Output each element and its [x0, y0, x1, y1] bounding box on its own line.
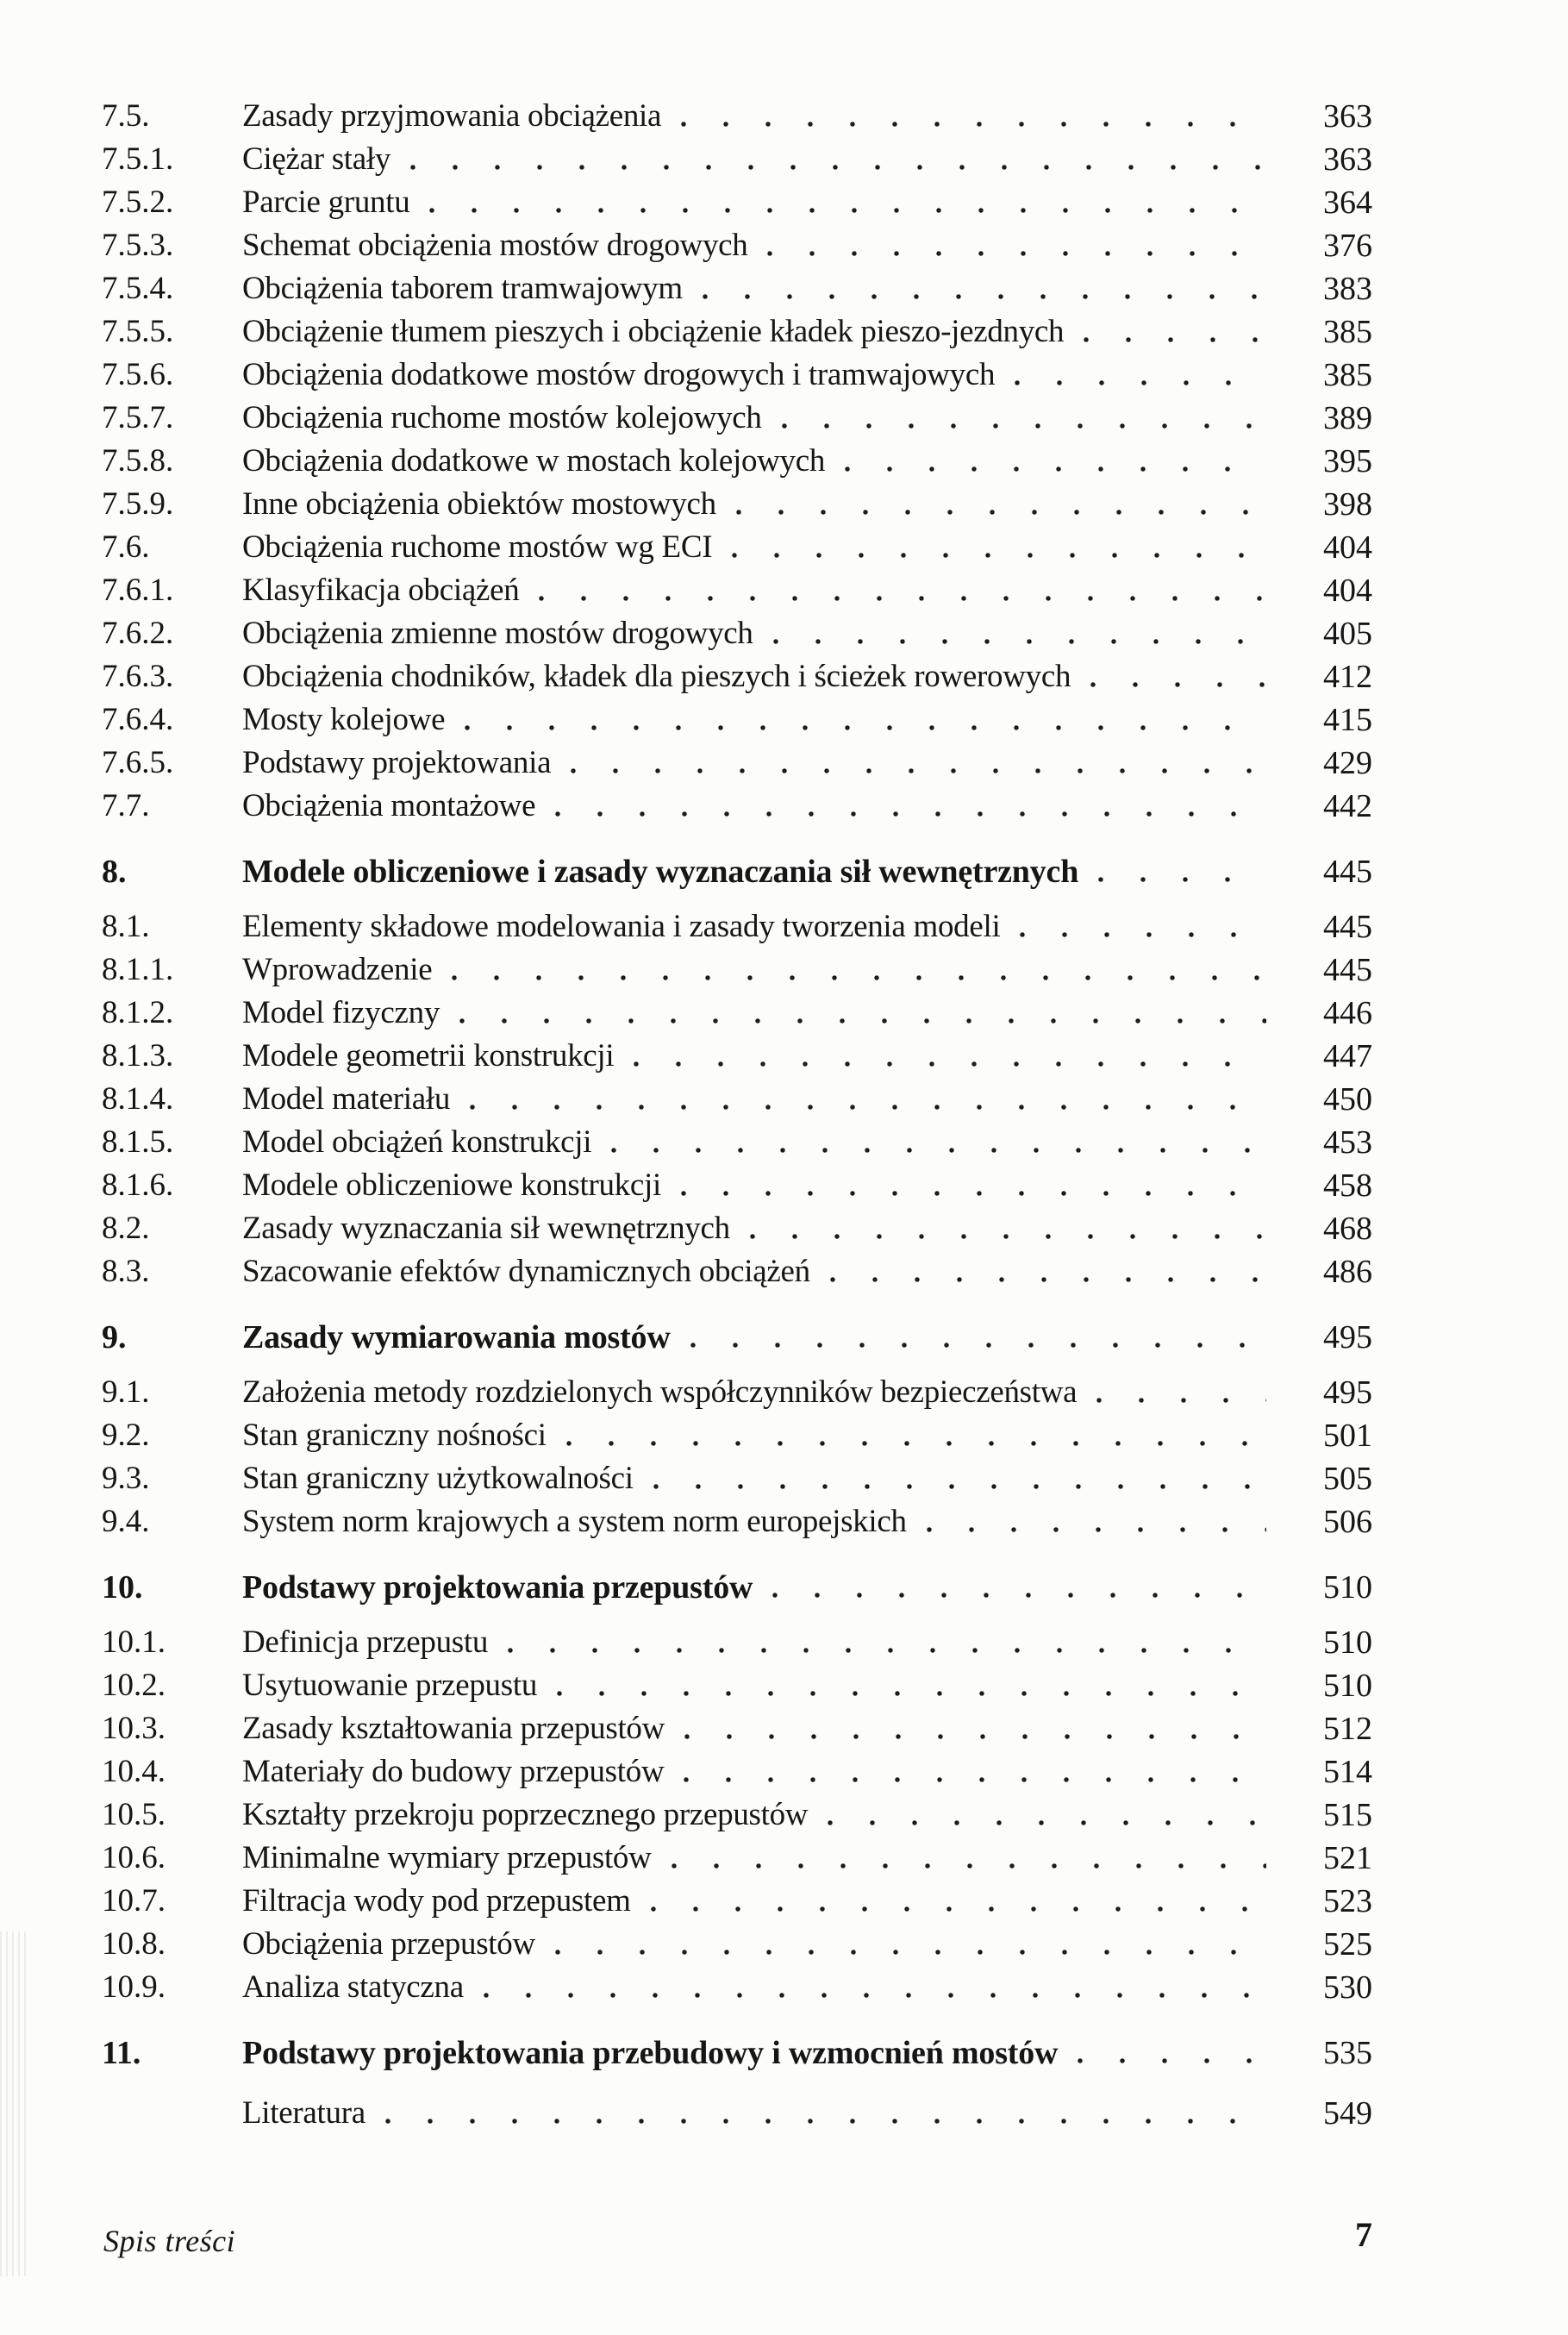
dot-leader: [683, 1750, 1266, 1794]
row-number: 7.5.7.: [102, 400, 174, 435]
row-number: 7.5.3.: [102, 228, 174, 263]
toc-row: [102, 1500, 1372, 1543]
row-page: 429: [1323, 745, 1372, 781]
toc-row: [102, 1371, 1372, 1414]
dot-leader: [554, 1923, 1266, 1966]
row-number: 7.6.2.: [102, 616, 174, 651]
dot-leader: [1096, 1371, 1266, 1414]
row-number: 8.1.2.: [102, 995, 174, 1030]
row-page: 404: [1323, 529, 1372, 566]
toc-row: [102, 95, 1372, 138]
row-page: 415: [1323, 702, 1372, 738]
row-page: 458: [1323, 1168, 1372, 1204]
toc-row: [102, 785, 1372, 828]
row-number: 10.5.: [102, 1797, 166, 1832]
dot-leader: [409, 138, 1266, 181]
toc-row: [102, 655, 1372, 698]
row-number: 7.6.: [102, 529, 150, 565]
row-title: Obciążenia chodników, kładek dla pieszych i ścieżek rowerowych: [242, 659, 1071, 694]
row-page: 405: [1323, 616, 1372, 652]
toc-row: [102, 1664, 1372, 1707]
row-title: Model materiału: [242, 1081, 451, 1117]
row-number: 9.: [102, 1319, 127, 1355]
toc-row: [102, 1707, 1372, 1750]
row-title: Wprowadzenie: [242, 952, 433, 987]
row-number: 9.3.: [102, 1461, 150, 1496]
toc-row: [102, 1566, 1372, 1609]
row-number: [102, 2092, 242, 2135]
row-title: Usytuowanie przepustu: [242, 1668, 538, 1703]
dot-leader: [565, 1414, 1266, 1457]
row-number: 11.: [102, 2035, 141, 2071]
toc-row: [102, 1164, 1372, 1207]
row-number: 10.7.: [102, 1883, 166, 1919]
dot-leader: [633, 1035, 1266, 1078]
row-page: 363: [1323, 141, 1372, 178]
row-page: 530: [1323, 1969, 1372, 2006]
row-page: 450: [1323, 1081, 1372, 1117]
row-title: Klasyfikacja obciążeń: [242, 573, 520, 608]
row-title: Elementy składowe modelowania i zasady tworzenia modeli: [242, 909, 1001, 944]
row-page: 510: [1323, 1668, 1372, 1704]
row-title: Zasady przyjmowania obciążenia: [242, 98, 662, 134]
row-page: 445: [1323, 952, 1372, 988]
row-page: 385: [1323, 357, 1372, 393]
row-title: Szacowanie efektów dynamicznych obciążeń: [242, 1254, 810, 1289]
row-page: 412: [1323, 659, 1372, 695]
row-page: 510: [1323, 1624, 1372, 1661]
toc-row: [102, 483, 1372, 526]
dot-leader: [844, 440, 1266, 483]
dot-leader: [650, 1880, 1266, 1923]
row-page: 385: [1323, 314, 1372, 350]
row-title: Zasady wyznaczania sił wewnętrznych: [242, 1211, 730, 1246]
toc-row: [102, 1035, 1372, 1078]
row-page: 445: [1323, 854, 1372, 890]
dot-leader: [538, 569, 1266, 612]
dot-leader: [1019, 905, 1266, 948]
row-number: 8.1.3.: [102, 1038, 174, 1074]
row-number: 7.6.1.: [102, 573, 174, 608]
row-number: 7.7.: [102, 788, 150, 823]
toc-row: [102, 569, 1372, 612]
dot-leader: [680, 1164, 1266, 1207]
row-number: 8.2.: [102, 1211, 150, 1246]
toc-row: [102, 1457, 1372, 1500]
dot-leader: [554, 785, 1266, 828]
dot-leader: [507, 1621, 1266, 1664]
toc-row: [102, 267, 1372, 310]
dot-leader: [671, 1837, 1266, 1880]
toc-row: [102, 354, 1372, 397]
row-title: Obciążenia zmienne mostów drogowych: [242, 616, 753, 651]
toc-row: [102, 397, 1372, 440]
dot-leader: [702, 267, 1266, 310]
toc-row: [102, 1837, 1372, 1880]
toc-row: [102, 1621, 1372, 1664]
row-number: 10.9.: [102, 1969, 166, 2005]
toc-row: [102, 698, 1372, 742]
row-number: 8.1.5.: [102, 1124, 174, 1160]
row-title: Obciążenia ruchome mostów wg ECI: [242, 529, 713, 565]
row-page: 523: [1323, 1883, 1372, 1919]
row-page: 404: [1323, 573, 1372, 609]
row-page: 447: [1323, 1038, 1372, 1074]
row-number: 10.2.: [102, 1668, 166, 1703]
toc-row: [102, 1414, 1372, 1457]
row-number: 8.1.: [102, 909, 150, 944]
row-title: Obciążenia dodatkowe mostów drogowych i tramwajowych: [242, 357, 996, 392]
row-number: 7.5.2.: [102, 185, 174, 220]
row-number: 7.5.4.: [102, 271, 174, 306]
row-title: Model obciążeń konstrukcji: [242, 1124, 592, 1160]
toc-row: [102, 181, 1372, 224]
row-number: 10.: [102, 1569, 143, 1606]
toc-row: [102, 1121, 1372, 1164]
dot-leader: [680, 95, 1266, 138]
row-title: Inne obciążenia obiektów mostowych: [242, 486, 716, 522]
row-page: 495: [1323, 1374, 1372, 1411]
row-title: Obciążenia dodatkowe w mostach kolejowych: [242, 443, 826, 479]
dot-leader: [749, 1207, 1266, 1250]
row-title: Obciążenia taborem tramwajowym: [242, 271, 683, 306]
toc-row: [102, 905, 1372, 948]
row-number: 7.5.8.: [102, 443, 174, 479]
dot-leader: [766, 224, 1266, 267]
row-title: Założenia metody rozdzielonych współczynników bezpieczeństwa: [242, 1374, 1078, 1410]
row-number: 8.1.4.: [102, 1081, 174, 1117]
row-number: 8.: [102, 854, 127, 890]
toc-row: [102, 1750, 1372, 1794]
row-title: Modele obliczeniowe konstrukcji: [242, 1168, 661, 1203]
row-title: Definicja przepustu: [242, 1624, 489, 1660]
row-number: 7.5.5.: [102, 314, 174, 349]
toc-row: [102, 2092, 1372, 2135]
row-page: 501: [1323, 1418, 1372, 1454]
toc-row: [102, 2031, 1372, 2075]
row-number: 10.3.: [102, 1711, 166, 1746]
row-title: Obciążenie tłumem pieszych i obciążenie kładek pieszo-jezdnych: [242, 314, 1065, 349]
row-title: Modele obliczeniowe i zasady wyznaczania sił wewnętrznych: [242, 854, 1079, 890]
row-number: 10.1.: [102, 1624, 166, 1660]
row-number: 8.1.6.: [102, 1168, 174, 1203]
row-page: 549: [1323, 2095, 1372, 2132]
row-page: 376: [1323, 228, 1372, 264]
dot-leader: [1090, 655, 1266, 698]
row-number: 8.1.1.: [102, 952, 174, 987]
row-page: 525: [1323, 1926, 1372, 1963]
row-page: 495: [1323, 1319, 1372, 1355]
row-title: System norm krajowych a system norm europejskich: [242, 1504, 907, 1539]
row-page: 535: [1323, 2035, 1372, 2071]
dot-leader: [459, 992, 1266, 1035]
row-number: 7.6.5.: [102, 745, 174, 780]
toc-row: [102, 1078, 1372, 1121]
row-title: Minimalne wymiary przepustów: [242, 1840, 652, 1875]
dot-leader: [827, 1794, 1266, 1837]
row-title: Schemat obciążenia mostów drogowych: [242, 228, 748, 263]
row-page: 364: [1323, 185, 1372, 221]
toc-row: [102, 992, 1372, 1035]
toc-row: [102, 1250, 1372, 1293]
dot-leader: [1077, 2031, 1266, 2075]
row-title: Zasady wymiarowania mostów: [242, 1319, 671, 1355]
toc-row: [102, 440, 1372, 483]
row-page: 446: [1323, 995, 1372, 1031]
row-number: 7.6.3.: [102, 659, 174, 694]
row-page: 442: [1323, 788, 1372, 824]
row-page: 514: [1323, 1754, 1372, 1790]
toc-row: [102, 1966, 1372, 2009]
scan-artifact-streaks: [0, 1931, 26, 2276]
dot-leader: [684, 1707, 1266, 1750]
row-page: 515: [1323, 1797, 1372, 1833]
row-title: Model fizyczny: [242, 995, 440, 1030]
dot-leader: [384, 2092, 1266, 2135]
row-number: 7.5.: [102, 98, 150, 134]
dot-leader: [926, 1500, 1266, 1543]
dot-leader: [690, 1316, 1266, 1359]
toc-row: [102, 850, 1372, 893]
row-page: 506: [1323, 1504, 1372, 1540]
dot-leader: [1097, 850, 1266, 893]
toc-row: [102, 1880, 1372, 1923]
row-title: Parcie gruntu: [242, 185, 410, 220]
dot-leader: [469, 1078, 1266, 1121]
row-page: 445: [1323, 909, 1372, 945]
row-number: 7.6.4.: [102, 702, 174, 737]
row-page: 383: [1323, 271, 1372, 307]
row-title: Mosty kolejowe: [242, 702, 446, 737]
row-page: 521: [1323, 1840, 1372, 1876]
toc-list: [102, 95, 1372, 2135]
row-number: 10.4.: [102, 1754, 166, 1789]
toc-row: [102, 1923, 1372, 1966]
dot-leader: [772, 612, 1266, 655]
row-title: Podstawy projektowania przepustów: [242, 1569, 753, 1606]
row-title: Obciążenia montażowe: [242, 788, 536, 823]
dot-leader: [1083, 310, 1266, 354]
row-number: 7.5.9.: [102, 486, 174, 522]
dot-leader: [464, 698, 1266, 742]
row-page: 486: [1323, 1254, 1372, 1290]
row-page: 510: [1323, 1569, 1372, 1606]
row-title: Kształty przekroju poprzecznego przepustów: [242, 1797, 809, 1832]
row-title: Obciążenia ruchome mostów kolejowych: [242, 400, 762, 435]
toc-row: [102, 310, 1372, 354]
dot-leader: [781, 397, 1266, 440]
row-page: 363: [1323, 98, 1372, 135]
row-title: Zasady kształtowania przepustów: [242, 1711, 665, 1746]
row-number: 8.3.: [102, 1254, 150, 1289]
row-page: 389: [1323, 400, 1372, 436]
row-title: Materiały do budowy przepustów: [242, 1754, 665, 1789]
dot-leader: [1014, 354, 1266, 397]
row-title: Literatura: [242, 2095, 365, 2131]
row-page: 453: [1323, 1124, 1372, 1161]
row-title: Analiza statyczna: [242, 1969, 464, 2005]
row-number: 7.5.6.: [102, 357, 174, 392]
dot-leader: [772, 1566, 1266, 1609]
row-number: 9.1.: [102, 1374, 150, 1410]
dot-leader: [829, 1250, 1266, 1293]
row-title: Modele geometrii konstrukcji: [242, 1038, 615, 1074]
dot-leader: [451, 948, 1266, 992]
dot-leader: [428, 181, 1266, 224]
row-page: 395: [1323, 443, 1372, 479]
row-number: 7.5.1.: [102, 141, 174, 177]
toc-row: [102, 1316, 1372, 1359]
row-title: Stan graniczny nośności: [242, 1418, 547, 1453]
toc-row: [102, 224, 1372, 267]
footer-label: Spis treści: [103, 2224, 236, 2258]
row-title: Podstawy projektowania: [242, 745, 552, 780]
dot-leader: [610, 1121, 1266, 1164]
row-title: Podstawy projektowania przebudowy i wzmocnień mostów: [242, 2035, 1059, 2071]
row-number: 9.2.: [102, 1418, 150, 1453]
footer-page-number: 7: [1355, 2215, 1372, 2254]
row-title: Obciążenia przepustów: [242, 1926, 535, 1962]
row-title: Ciężar stały: [242, 141, 391, 177]
dot-leader: [570, 742, 1266, 785]
toc-row: [102, 742, 1372, 785]
row-page: 468: [1323, 1211, 1372, 1247]
toc-row: [102, 526, 1372, 569]
row-page: 398: [1323, 486, 1372, 523]
toc-row: [102, 1794, 1372, 1837]
row-page: 512: [1323, 1711, 1372, 1747]
toc-row: [102, 138, 1372, 181]
dot-leader: [735, 483, 1266, 526]
row-title: Stan graniczny użytkowalności: [242, 1461, 634, 1496]
dot-leader: [653, 1457, 1266, 1500]
dot-leader: [731, 526, 1266, 569]
row-title: Filtracja wody pod przepustem: [242, 1883, 631, 1919]
dot-leader: [483, 1966, 1266, 2009]
toc-row: [102, 612, 1372, 655]
row-number: 9.4.: [102, 1504, 150, 1539]
row-number: 10.8.: [102, 1926, 166, 1962]
dot-leader: [556, 1664, 1266, 1707]
row-number: 10.6.: [102, 1840, 166, 1875]
toc-row: [102, 948, 1372, 992]
row-page: 505: [1323, 1461, 1372, 1497]
toc-row: [102, 1207, 1372, 1250]
